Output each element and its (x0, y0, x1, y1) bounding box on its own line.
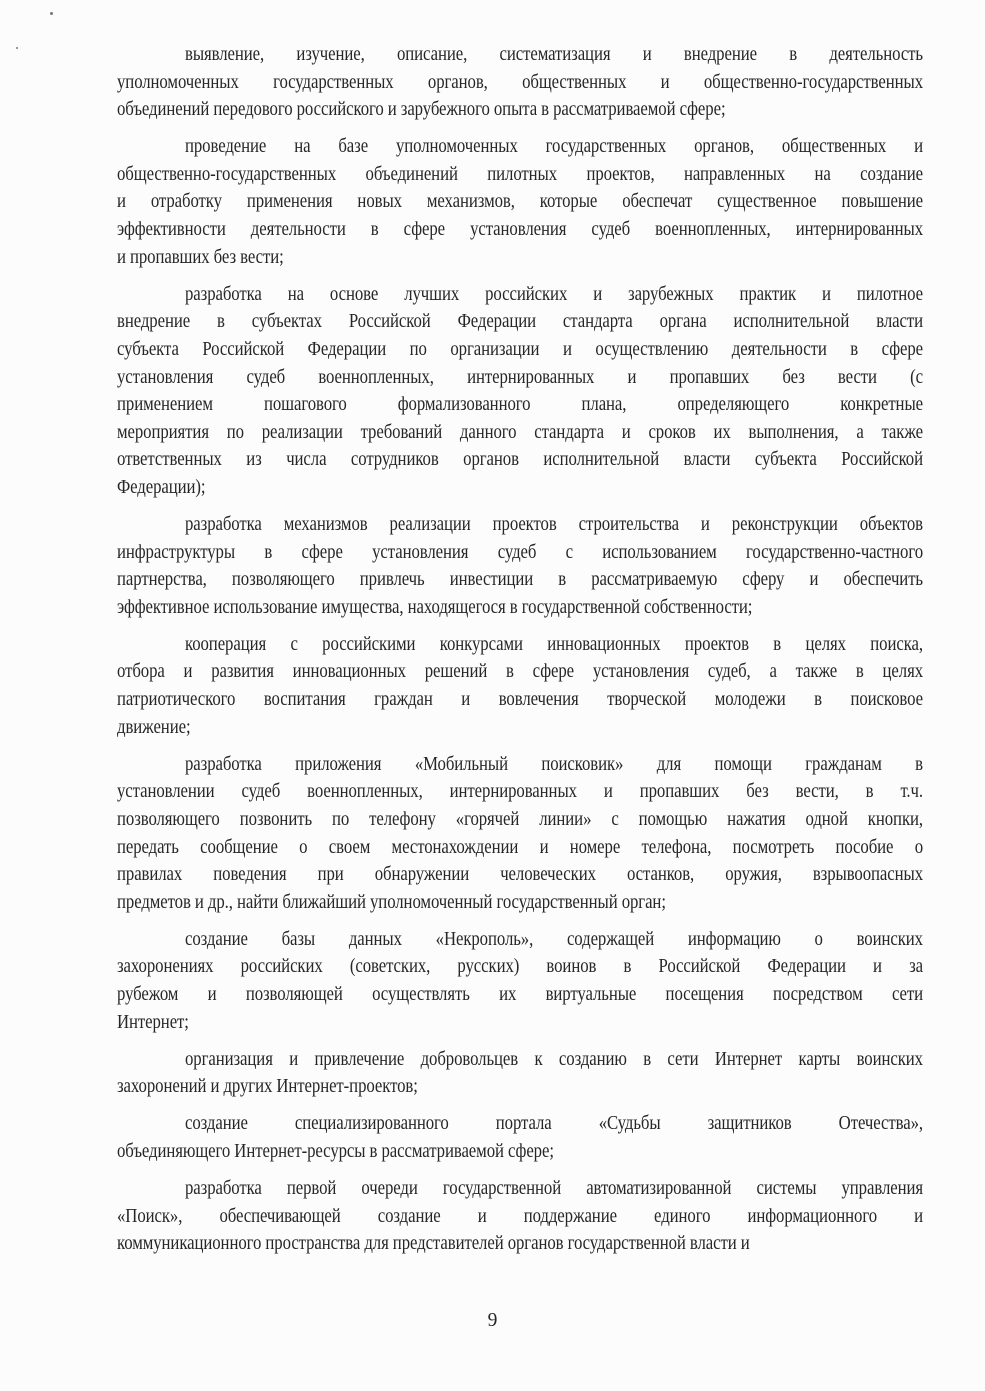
text-line: выявление, изучение, описание, систематизация и внедрение в деятельность (184, 44, 923, 65)
paragraph (117, 281, 923, 502)
text-line: и пропавших без вести; (117, 246, 284, 268)
paragraph (117, 751, 923, 917)
text-line: захоронениях российских (советских, русских) воинов в Российской Федерации и за (117, 956, 924, 978)
text-line: патриотического воспитания граждан и вовлечения творческой молодежи в поисковое (117, 689, 923, 711)
text-line: субъекта Российской Федерации по организации и осуществлению деятельности в сфере (117, 338, 923, 360)
text-line: мероприятия по реализации требований данного стандарта и сроков их выполнения, а также (117, 421, 923, 443)
text-line: партнерства, позволяющего привлечь инвестиции в рассматриваемую сферу и обеспечить (117, 569, 924, 591)
text-line: позволяющего позвонить по телефону «горячей линии» с помощью нажатия одной кнопки, (117, 808, 924, 830)
text-line: правилах поведения при обнаружении человеческих останков, оружия, взрывоопасных (117, 864, 923, 886)
text-line: Интернет; (117, 1011, 189, 1033)
scan-speck (16, 47, 18, 49)
text-line: предметов и др., найти ближайший уполномоченный государственный орган; (117, 891, 666, 913)
text-line: коммуникационного пространства для представителей органов государственной власти и (117, 1233, 750, 1255)
text-line: «Поиск», обеспечивающей создание и поддержание единого информационного и (117, 1205, 923, 1227)
text-line: установления судеб военнопленных, интернированных и пропавших без вести (с (117, 366, 923, 388)
text-line: инфраструктуры в сфере установления судеб с использованием государственно-частного (117, 541, 924, 563)
paragraph (117, 1110, 923, 1165)
text-line: отбора и развития инновационных решений в сфере установления судеб, а также в целях (117, 661, 923, 683)
text-line: применением пошагового формализованного плана, определяющего конкретные (117, 394, 923, 416)
text-line: проведение на базе уполномоченных государственных органов, общественных и (184, 136, 923, 158)
text-line: разработка первой очереди государственной автоматизированной системы управления (184, 1178, 923, 1200)
paragraph (117, 926, 923, 1036)
paragraph (117, 1046, 923, 1101)
text-line: ответственных из числа сотрудников органов исполнительной власти субъекта Российской (117, 449, 924, 471)
text-line: передать сообщение о своем местонахождении и номере телефона, посмотреть пособие о (117, 836, 923, 858)
text-line: создание специализированного портала «Судьбы защитников Отечества», (184, 1113, 923, 1135)
paragraph (117, 631, 923, 741)
text-line: и отработку применения новых механизмов, которые обеспечат существенное повышение (117, 191, 923, 213)
text-line: эффективности деятельности в сфере установления судеб военнопленных, интернированных (117, 219, 923, 241)
page-number: 9 (487, 1310, 498, 1331)
text-line: создание базы данных «Некрополь», содержащей информацию о воинских (184, 928, 923, 950)
text-line: захоронений и других Интернет-проектов; (117, 1076, 418, 1098)
paragraph (117, 133, 923, 271)
document-body (117, 41, 923, 1267)
paragraph (117, 41, 923, 124)
text-line: разработка механизмов реализации проектов строительства и реконструкции объектов (184, 514, 923, 535)
text-line: разработка приложения «Мобильный поисковик» для помощи гражданам в (184, 753, 923, 775)
text-line: внедрение в субъектах Российской Федерации стандарта органа исполнительной власти (117, 311, 923, 333)
text-line: объединяющего Интернет-ресурсы в рассматриваемой сфере; (117, 1140, 554, 1162)
text-line: установлении судеб военнопленных, интернированных и пропавших без вести, в т.ч. (117, 781, 924, 803)
text-line: объединений передового российского и зарубежного опыта в рассматриваемой сфере; (117, 99, 726, 121)
text-line: рубежом и позволяющей осуществлять их виртуальные посещения посредством сети (117, 984, 924, 1005)
scan-speck (50, 12, 53, 15)
text-line: эффективное использование имущества, находящегося в государственной собственности; (117, 596, 753, 618)
paragraph (117, 511, 923, 621)
text-line: организация и привлечение добровольцев к созданию в сети Интернет карты воинских (184, 1048, 923, 1070)
text-line: Федерации); (117, 476, 206, 498)
text-line: уполномоченных государственных органов, общественных и общественно-государственных (117, 71, 924, 93)
text-line: движение; (117, 716, 191, 738)
text-line: разработка на основе лучших российских и зарубежных практик и пилотное (184, 283, 923, 305)
text-line: общественно-государственных объединений пилотных проектов, направленных на создание (117, 163, 924, 185)
text-line: кооперация с российскими конкурсами инновационных проектов в целях поиска, (184, 633, 923, 655)
paragraph (117, 1175, 923, 1258)
